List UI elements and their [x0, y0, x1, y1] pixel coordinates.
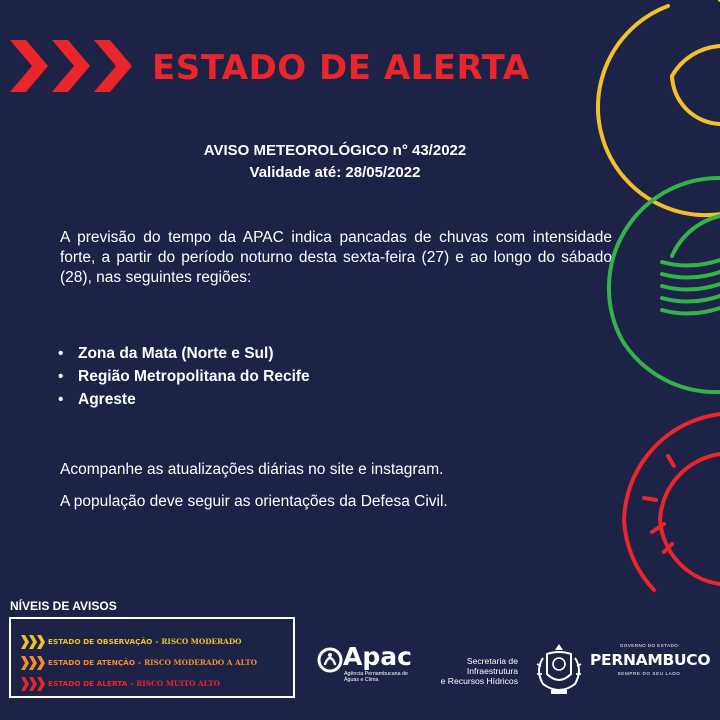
level-separator: -: [155, 637, 159, 647]
notice-number: AVISO METEOROLÓGICO n° 43/2022: [203, 142, 467, 159]
notice-validity: Validade até: 28/05/2022: [249, 164, 421, 181]
level-name: ESTADO DE OBSERVAÇÃO: [48, 637, 153, 647]
level-atencao: [21, 654, 257, 674]
pernambuco-coat-of-arms-icon: [533, 640, 585, 696]
apac-logo-icon: [316, 646, 344, 674]
secretaria-line: Infraestrutura: [466, 666, 518, 676]
secretaria-logo: [432, 656, 518, 686]
levels-legend: [9, 617, 295, 698]
apac-logo: [316, 642, 416, 686]
secretaria-line: e Recursos Hídricos: [440, 676, 518, 686]
regions-list: [58, 342, 310, 411]
level-risk: RISCO MUITO ALTO: [136, 679, 220, 689]
region-item: • Zona da Mata (Norte e Sul): [58, 342, 310, 365]
government-name: PERNAMBUCO: [590, 651, 711, 669]
level-observacao: [21, 633, 242, 653]
government-motto: SEMPRE DO SEU LADO: [617, 671, 681, 676]
secretaria-line: Secretaria de: [466, 656, 518, 666]
triple-chevron-right-icon: [21, 656, 45, 670]
triple-chevron-right-icon: [21, 635, 45, 649]
level-name: ESTADO DE ALERTA: [48, 679, 128, 689]
region-item: • Agreste: [58, 388, 310, 411]
follow-updates-text: Acompanhe as atualizações diárias no site e instagram.: [60, 461, 444, 478]
level-risk: RISCO MODERADO: [161, 637, 242, 647]
government-top: GOVERNO DO ESTADO: [619, 643, 679, 648]
level-separator: -: [130, 679, 134, 689]
page-title: ESTADO DE ALERTA: [152, 48, 530, 88]
forecast-paragraph: A previsão do tempo da APAC indica pancadas de chuvas com intensidade forte, a partir do período noturno desta sexta-feira (27) e ao longo do sábado (28), nas seguintes regiões:: [60, 229, 612, 286]
region-item: • Região Metropolitana do Recife: [58, 365, 310, 388]
apac-name: Apac: [343, 642, 412, 671]
weather-warning-rings-icon: [560, 0, 720, 600]
level-separator: -: [138, 658, 142, 668]
triple-chevron-right-icon: [10, 40, 135, 92]
levels-title: NÍVEIS DE AVISOS: [10, 599, 117, 613]
civil-defense-text: A população deve seguir as orientações da Defesa Civil.: [60, 493, 448, 510]
apac-subtitle: Agência Pernambucana de Águas e Clima: [344, 671, 408, 683]
level-risk: RISCO MODERADO A ALTO: [144, 658, 257, 668]
level-alerta: [21, 675, 220, 695]
triple-chevron-right-icon: [21, 677, 45, 691]
level-name: ESTADO DE ATENÇÃO: [48, 658, 136, 668]
government-logo: [590, 643, 711, 677]
